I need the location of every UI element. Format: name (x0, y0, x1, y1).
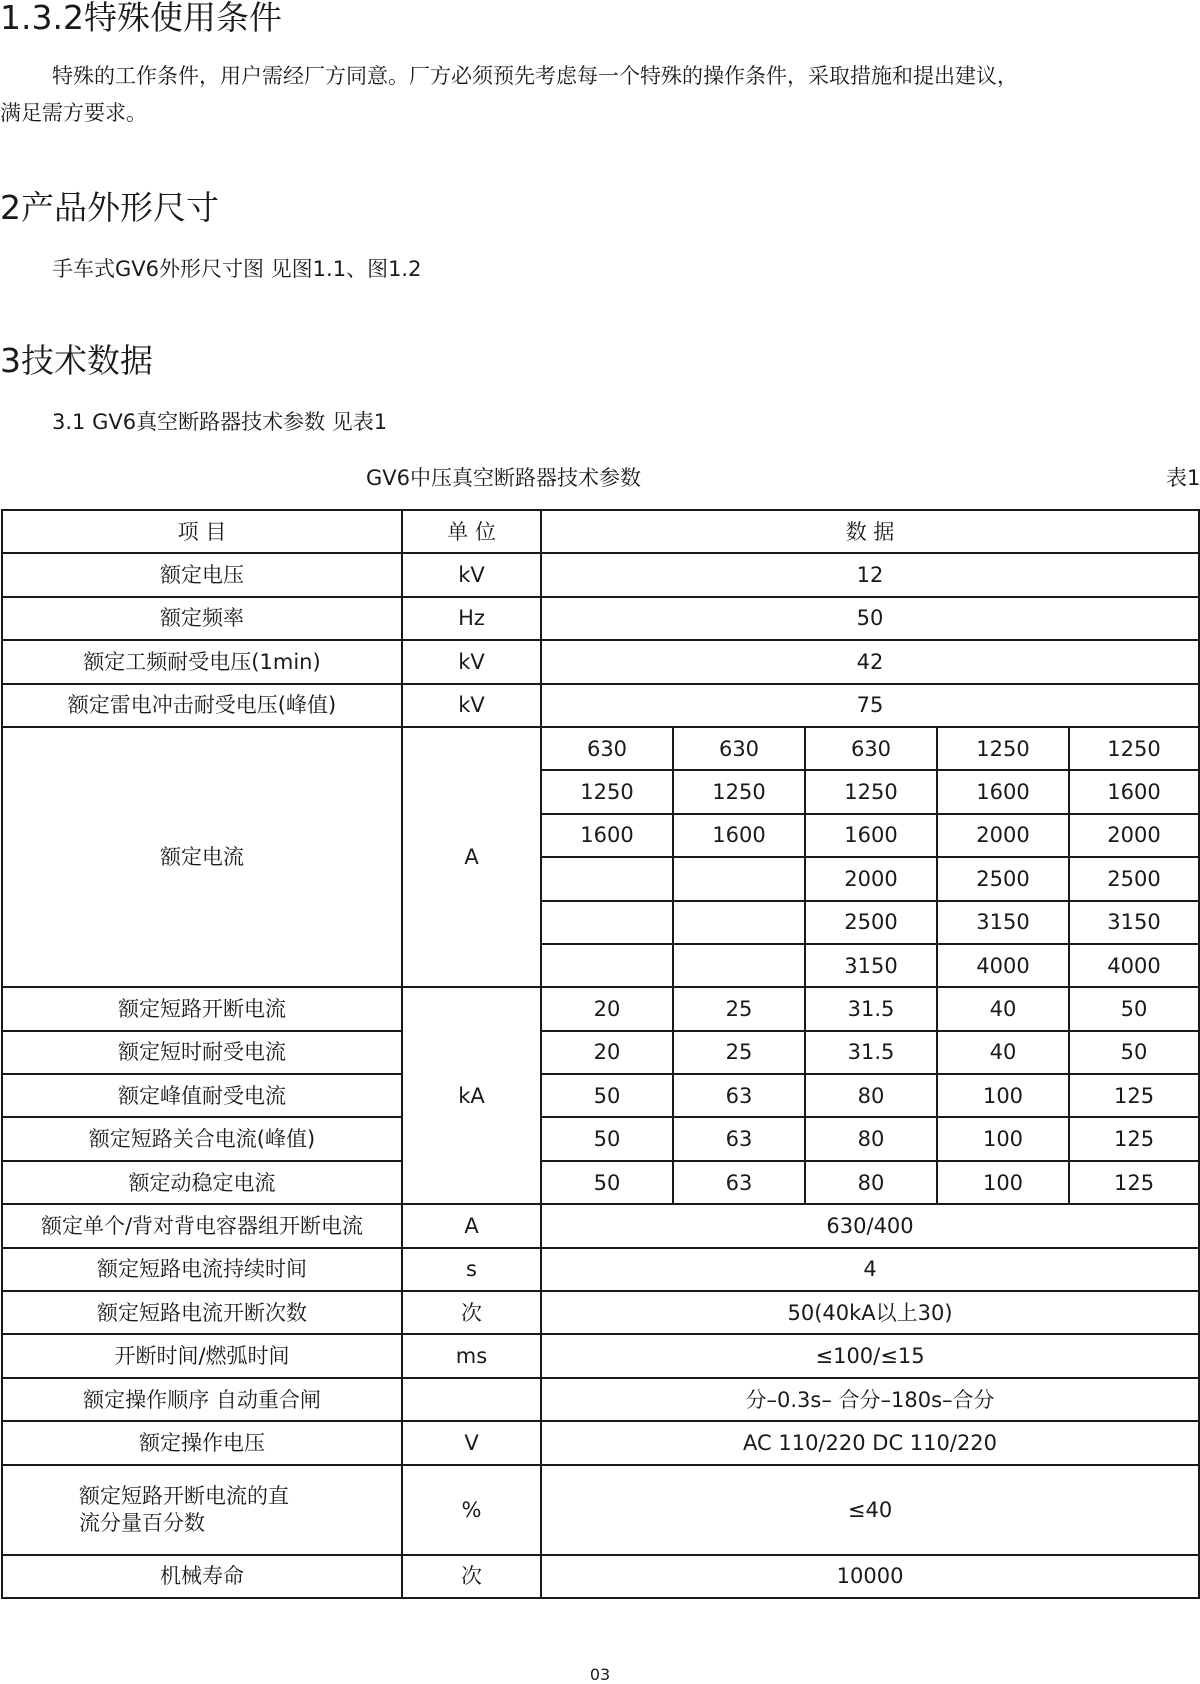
cell: 40 (937, 987, 1069, 1030)
table-row (2, 553, 1199, 596)
cell: 1600 (673, 814, 805, 857)
table-caption: GV6中压真空断路器技术参数 (366, 466, 641, 490)
table-row (2, 640, 1199, 683)
row-item: 额定短时耐受电流 (2, 1031, 402, 1074)
table-row (2, 1031, 1199, 1074)
cell: 1250 (937, 727, 1069, 770)
cell: 100 (937, 1074, 1069, 1117)
table-row (2, 1117, 1199, 1160)
cell: 630 (541, 727, 673, 770)
row-unit (402, 1378, 541, 1421)
row-item: 额定雷电冲击耐受电压(峰值) (2, 684, 402, 727)
row-item: 额定短路关合电流(峰值) (2, 1117, 402, 1160)
cell: 50 (541, 1161, 673, 1204)
cell: 1600 (541, 814, 673, 857)
cell: 80 (805, 1117, 937, 1160)
cell: 63 (673, 1161, 805, 1204)
table-row (2, 987, 1199, 1030)
table-row (2, 597, 1199, 640)
cell: 31.5 (805, 1031, 937, 1074)
cell (541, 944, 673, 987)
row-value: 50(40kA以上30) (541, 1291, 1199, 1334)
cell: 2000 (1069, 814, 1199, 857)
cell: 63 (673, 1074, 805, 1117)
dc-component-item-line1: 额定短路开断电流的直 (79, 1483, 289, 1508)
row-value: ≤40 (541, 1465, 1199, 1555)
ka-unit: kA (402, 987, 541, 1204)
table-row (2, 1248, 1199, 1291)
section-3-1-subtitle: 3.1 GV6真空断路器技术参数 见表1 (52, 410, 388, 434)
section-2-text: 手车式GV6外形尺寸图 见图1.1、图1.2 (52, 257, 422, 281)
cell (673, 857, 805, 900)
cell: 3150 (1069, 901, 1199, 944)
cell: 25 (673, 1031, 805, 1074)
cell: 1600 (1069, 770, 1199, 813)
cell: 25 (673, 987, 805, 1030)
row-item: 额定峰值耐受电流 (2, 1074, 402, 1117)
section-title-2: 2产品外形尺寸 (0, 188, 219, 227)
cell: 100 (937, 1161, 1069, 1204)
table-label: 表1 (1166, 466, 1200, 490)
row-unit: kV (402, 640, 541, 683)
cell: 1250 (1069, 727, 1199, 770)
row-item: 额定电压 (2, 553, 402, 596)
section-1-3-2-text-line2: 满足需方要求。 (0, 101, 147, 125)
table-row (2, 1074, 1199, 1117)
row-value: 42 (541, 640, 1199, 683)
row-item: 额定工频耐受电压(1min) (2, 640, 402, 683)
rated-current-item: 额定电流 (2, 727, 402, 987)
table-row (2, 1421, 1199, 1464)
cell: 50 (541, 1117, 673, 1160)
row-value: 75 (541, 684, 1199, 727)
cell: 1600 (805, 814, 937, 857)
dc-component-item-line2: 流分量百分数 (79, 1510, 205, 1535)
cell: 80 (805, 1161, 937, 1204)
header-unit: 单 位 (402, 510, 541, 553)
cell: 2000 (805, 857, 937, 900)
cell: 20 (541, 987, 673, 1030)
table-row (2, 684, 1199, 727)
table-row (2, 1465, 1199, 1555)
cell: 100 (937, 1117, 1069, 1160)
table-row (2, 1378, 1199, 1421)
row-unit: % (402, 1465, 541, 1555)
row-item: 额定频率 (2, 597, 402, 640)
header-data: 数 据 (541, 510, 1199, 553)
cell: 4000 (937, 944, 1069, 987)
row-item: 额定动稳定电流 (2, 1161, 402, 1204)
cell: 2500 (937, 857, 1069, 900)
row-item: 额定短路开断电流 (2, 987, 402, 1030)
row-unit: 次 (402, 1291, 541, 1334)
page-number: 03 (589, 1665, 611, 1684)
row-item: 额定短路电流开断次数 (2, 1291, 402, 1334)
row-value: 4 (541, 1248, 1199, 1291)
row-value: 分–0.3s– 合分–180s–合分 (541, 1378, 1199, 1421)
cell: 3150 (937, 901, 1069, 944)
table-row (2, 727, 1199, 770)
cell (541, 901, 673, 944)
rated-current-unit: A (402, 727, 541, 987)
cell: 2500 (1069, 857, 1199, 900)
section-1-3-2-text-line1: 特殊的工作条件，用户需经厂方同意。厂方必须预先考虑每一个特殊的操作条件，采取措施和提出建议， (52, 64, 1018, 88)
cell: 50 (1069, 987, 1199, 1030)
row-unit: kV (402, 684, 541, 727)
cell: 4000 (1069, 944, 1199, 987)
row-item: 额定短路电流持续时间 (2, 1248, 402, 1291)
cell: 630 (673, 727, 805, 770)
section-title-1-3-2: 1.3.2特殊使用条件 (0, 0, 282, 37)
cell: 1250 (673, 770, 805, 813)
cell: 125 (1069, 1161, 1199, 1204)
row-unit: 次 (402, 1555, 541, 1598)
row-item: 额定单个/背对背电容器组开断电流 (2, 1204, 402, 1247)
cell: 1250 (805, 770, 937, 813)
row-unit: V (402, 1421, 541, 1464)
row-value: 630/400 (541, 1204, 1199, 1247)
cell: 630 (805, 727, 937, 770)
cell: 20 (541, 1031, 673, 1074)
cell: 125 (1069, 1074, 1199, 1117)
row-item: 额定操作顺序 自动重合闸 (2, 1378, 402, 1421)
cell: 1600 (937, 770, 1069, 813)
cell (541, 857, 673, 900)
cell: 3150 (805, 944, 937, 987)
table-row (2, 1555, 1199, 1598)
row-unit: s (402, 1248, 541, 1291)
row-unit: kV (402, 553, 541, 596)
dc-component-item (2, 1465, 402, 1555)
cell: 50 (1069, 1031, 1199, 1074)
row-item: 机械寿命 (2, 1555, 402, 1598)
cell (673, 901, 805, 944)
cell: 40 (937, 1031, 1069, 1074)
table-header-row (2, 510, 1199, 553)
cell: 80 (805, 1074, 937, 1117)
row-value: 10000 (541, 1555, 1199, 1598)
row-value: ≤100/≤15 (541, 1334, 1199, 1377)
cell (673, 944, 805, 987)
row-value: 12 (541, 553, 1199, 596)
cell: 2000 (937, 814, 1069, 857)
cell: 125 (1069, 1117, 1199, 1160)
cell: 50 (541, 1074, 673, 1117)
table-row (2, 1161, 1199, 1204)
row-unit: ms (402, 1334, 541, 1377)
cell: 1250 (541, 770, 673, 813)
table-row (2, 1291, 1199, 1334)
row-item: 开断时间/燃弧时间 (2, 1334, 402, 1377)
table-row (2, 1204, 1199, 1247)
header-item: 项 目 (2, 510, 402, 553)
row-value: AC 110/220 DC 110/220 (541, 1421, 1199, 1464)
row-unit: Hz (402, 597, 541, 640)
row-unit: A (402, 1204, 541, 1247)
cell: 31.5 (805, 987, 937, 1030)
cell: 2500 (805, 901, 937, 944)
row-item: 额定操作电压 (2, 1421, 402, 1464)
row-value: 50 (541, 597, 1199, 640)
section-title-3: 3技术数据 (0, 341, 153, 380)
table-row (2, 1334, 1199, 1377)
spec-table (1, 509, 1200, 1599)
cell: 63 (673, 1117, 805, 1160)
